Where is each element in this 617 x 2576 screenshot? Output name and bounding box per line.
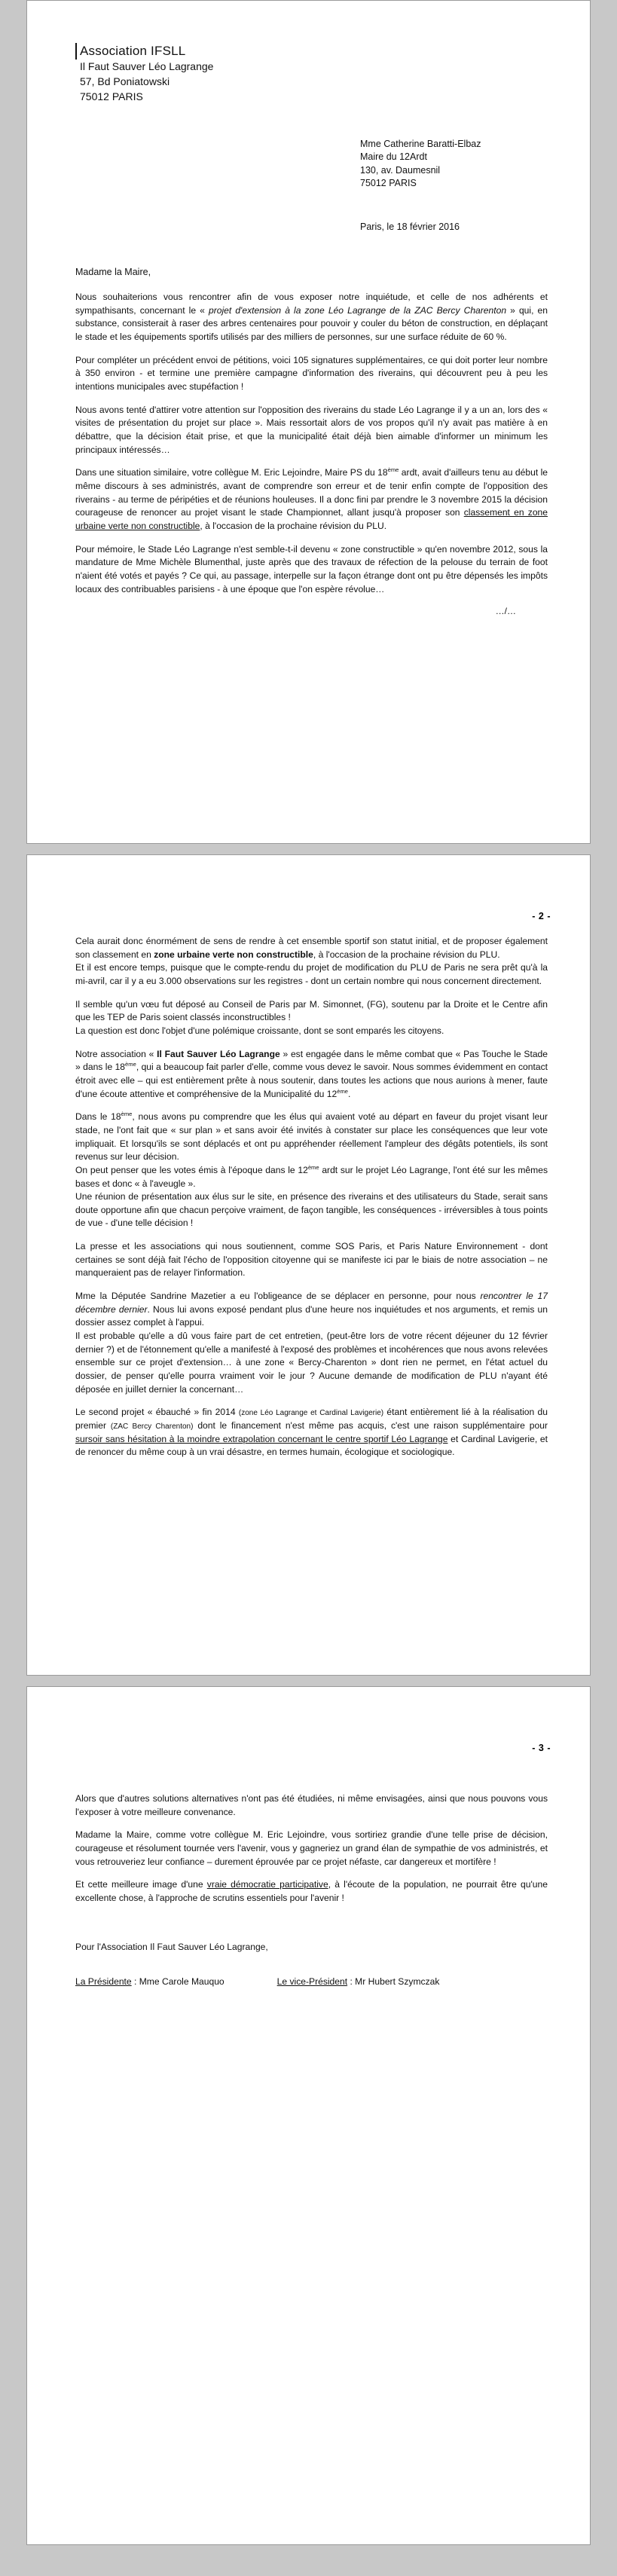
page-number-3: - 3 - (532, 1743, 551, 1753)
ordinal-superscript: ème (387, 466, 399, 474)
p2-p1-part-a: Cela aurait donc énormément de sens de rendre à cet ensemble sportif son statut initial, et de proposer également son classement en (75, 936, 548, 960)
p2-p4-part-d: ardt sur le projet Léo Lagrange, l'ont été sur les mêmes bases et donc « à l'aveugle ». (75, 1164, 548, 1189)
p2-p4-part-a: Dans le 18 (75, 1111, 121, 1123)
meeting-date-italic: rencontrer le 17 décembre dernier (75, 1291, 548, 1315)
closing-spacer (75, 1915, 548, 1941)
p2-p4-part-e: Une réunion de présentation aux élus sur le site, en présence des riverains et des utilisateurs du Stade, serait sans doute opportune afin que chacun perçoive vraiment, de façon tangible, les conséquences - irréversibles à tous points de vue - d'une telle décision ! (75, 1191, 548, 1229)
p2-p6-part-c: Il est probable qu'elle a dû vous faire part de cet entretien, (peut-être lors de votre récent déjeuner du 12 février dernier ?) et de l'étonnement qu'elle a manifesté à l'exposé des problèmes et incohérences que nous avons relevées ensemble sur ce projet d'extension… à une zone « Bercy-Charenton » dont rien ne permet, en l'état actuel du dossier, de penser qu'elle pourra vraiment voir le jour ? Aucune demande de modification de PLU n'ayant été déposée en juillet dernier la concernant… (75, 1331, 548, 1395)
ordinal-superscript-12eme-b: ème (307, 1163, 319, 1171)
president-name: : Mme Carole Mauquo (131, 1976, 225, 1988)
signature-president (75, 1976, 225, 1987)
page-3-body (75, 1767, 548, 1954)
paragraph-3: Nous avons tenté d'attirer votre attention sur l'opposition des riverains du stade Léo Lagrange il y a un an, lors des « visites de présentation du projet sur place ». Mais ressortait alors de vos propos qu'il n'y avait pas matière à en débattre, que la décision était prise, et que la municipalité était déjà bien aimable d'informer un minimum les principaux intéressés… (75, 404, 548, 455)
p2-p7-part-a: Le second projet « ébauché » fin 2014 (75, 1407, 239, 1418)
signature-block (75, 1976, 539, 1987)
p2-paragraph-1 (75, 935, 548, 989)
signature-vice-president (277, 1976, 440, 1987)
p2-p3-part-c: , qui a beaucoup fait parler d'elle, comme vous devez le savoir. Nous sommes évidemment en contact étroit avec elle – qui est entièrement prête à nous soutenir, dans toutes les actions que nous aurions à mener, faute d'une écoute attentive et compréhensive de la Municipalité du 12 (75, 1062, 548, 1099)
paragraph-1-part-b: » qui, en substance, consisterait à raser des arbres centenaires pour pouvoir y couler du béton de construction, en déplaçant le stade et les équipements sportifs utilisés par des milliers de personnes, sur une surface réduite de 60 %. (75, 304, 548, 343)
vice-president-name: : Mr Hubert Szymczak (347, 1976, 440, 1988)
p2-paragraph-3 (75, 1048, 548, 1102)
recipient-street: 130, av. Daumesnil (360, 164, 441, 176)
recipient-name: Mme Catherine Baratti-Elbaz (360, 139, 481, 150)
p2-paragraph-4 (75, 1111, 548, 1230)
sender-line-1: Il Faut Sauver Léo Lagrange (80, 60, 214, 73)
p3-paragraph-3 (75, 1878, 548, 1905)
p3-paragraph-2: Madame la Maire, comme votre collègue M. Eric Lejoindre, vous sortiriez grandie d'une telle prise de décision, courageuse et résolument tournée vers l'avenir, vous y gagneriez un grand élan de sympathie de vos administrés, et vous retrouveriez leur confiance – durement éprouvée par ce projet néfaste, car dangereux et mortifère ! (75, 1829, 548, 1867)
page-number-2: - 2 - (532, 911, 551, 921)
sender-address-block (75, 43, 561, 105)
p2-paragraph-6 (75, 1290, 548, 1396)
underlined-democracy-phrase: vraie démocratie participative (206, 1879, 328, 1890)
underlined-demand-phrase: sursoir sans hésitation à la moindre extrapolation concernant le centre sportif Léo Lagrange (75, 1433, 448, 1444)
p2-p7-part-d: et Cardinal Lavigerie, et de renoncer du même coup à un vrai désastre, en termes humain, écologique et sociologique. (75, 1433, 548, 1458)
paragraph-4 (75, 466, 548, 533)
association-name-bold: Il Faut Sauver Léo Lagrange (157, 1048, 280, 1059)
p2-p2-part-a: Il semble qu'un vœu fut déposé au Conseil de Paris par M. Simonnet, (FG), soutenu par la Droite et le Centre afin que les TEP de Paris soient classés inconstructibles ! (75, 998, 548, 1023)
continuation-marker: …/… (495, 606, 516, 617)
p2-paragraph-2 (75, 998, 548, 1038)
recipient-address-block (360, 138, 561, 190)
zone-note-small-2: (ZAC Bercy Charenton) (110, 1422, 194, 1431)
paragraph-5: Pour mémoire, le Stade Léo Lagrange n'est semble-t-il devenu « zone constructible » qu'en novembre 2012, sous la mandature de Mme Michèle Blumenthal, juste après que des travaux de réfection de la pelouse du terrain de foot n'aient été votés et payés ? Ce qui, au passage, interpelle sur la façon étrange dont ont pu être dépensés les impôts locaux des contribuables parisiens - à une époque que l'on espère révolue… (75, 543, 548, 594)
underlined-zoning-phrase: classement en zone urbaine verte non constructible (75, 507, 548, 531)
sender-line-3: 75012 PARIS (80, 90, 143, 103)
ordinal-superscript-18eme: ème (125, 1061, 136, 1068)
page-3 (26, 1686, 591, 2545)
p2-p6-part-a: Mme la Députée Sandrine Mazetier a eu l'obligeance de se déplacer en personne, pour nous (75, 1291, 481, 1302)
ordinal-superscript-18eme-b: ème (121, 1111, 133, 1118)
project-title-italic: projet d'extension à la zone Léo Lagrange de la ZAC Bercy Charenton (208, 304, 507, 316)
p2-p1-part-c: Et il est encore temps, puisque que le compte-rendu du projet de modification du PLU de Paris ne sera prêt qu'à la mi-avril, car il y a eu 3.000 observations sur les registres - dont un certain nombre qui nous concernent directement. (75, 962, 548, 986)
paragraph-4-part-c: , à l'occasion de la prochaine révision du PLU. (200, 520, 387, 531)
p3-paragraph-1: Alors que d'autres solutions alternatives n'ont pas été étudiées, ni même envisagées, ainsi que nous pouvons vous l'exposer à votre meilleure convenance. (75, 1793, 548, 1817)
paragraph-4-part-a: Dans une situation similaire, votre collègue M. Eric Lejoindre, Maire PS du 18 (75, 467, 388, 478)
p2-paragraph-5: La presse et les associations qui nous soutiennent, comme SOS Paris, et Paris Nature Environnement - dont certaines se sont déjà fait l'écho de l'opposition citoyenne qui se manifeste ici par le biais de notre association – ne manqueraient pas de relayer l'information. (75, 1241, 548, 1279)
paragraph-4-part-b: ardt, avait d'ailleurs tenu au début le même discours à ses administrés, avant de comprendre son erreur et de tenir enfin compte de l'opposition des riverains - au terme de péripéties et de réunions houleuses. Il a donc fini par prendre le 3 novembre 2015 la décision courageuse de renoncer au projet visant le stade Championnet, allant jusqu'à proposer son (75, 467, 548, 518)
p2-p4-part-c: On peut penser que les votes émis à l'époque dans le 12 (75, 1164, 308, 1175)
p2-p7-part-c: dont le financement n'est même pas acquis, c'est une raison supplémentaire pour (193, 1420, 548, 1431)
sender-organization: Association IFSLL (75, 43, 185, 60)
bold-zoning-phrase: zone urbaine verte non constructible (154, 949, 313, 960)
sender-line-2: 57, Bd Poniatowski (80, 75, 170, 88)
p2-p1-part-b: , à l'occasion de la prochaine révision du PLU. (313, 949, 500, 960)
p3-p3-part-b: , à l'écoute de la population, ne pourrait être qu'une excellente chose, à l'approche de scrutins essentiels pour l'avenir ! (75, 1879, 548, 1903)
p2-p2-part-b: La question est donc l'objet d'une polémique croissante, dont se sont emparés les citoyens. (75, 1025, 444, 1036)
date-line: Paris, le 18 février 2016 (360, 222, 460, 233)
p2-p3-part-d: . (348, 1088, 351, 1099)
p2-p6-part-b: . Nous lui avons exposé pendant plus d'une heure nos inquiétudes et nos arguments, et remis un dossier assez complet à l'appui. (75, 1303, 548, 1328)
p2-p3-part-a: Notre association « (75, 1048, 157, 1059)
page-2 (26, 854, 591, 1676)
ordinal-superscript-12eme: ème (337, 1087, 348, 1095)
zone-note-small-1: (zone Léo Lagrange et Cardinal Lavigerie) (238, 1409, 384, 1418)
closing-line: Pour l'Association Il Faut Sauver Léo Lagrange, (75, 1941, 268, 1952)
p2-p7-part-b: étant entièrement lié à la réalisation du premier (75, 1407, 548, 1431)
p2-paragraph-7 (75, 1406, 548, 1459)
paragraph-1-part-a: Nous souhaiterions vous rencontrer afin de vous exposer notre inquiétude, et celle de nos adhérents et sympathisants, concernant le « (75, 292, 548, 316)
p3-p3-part-a: Et cette meilleure image d'une (75, 1879, 207, 1890)
president-title: La Présidente (75, 1976, 132, 1988)
page-1-body (75, 291, 548, 596)
salutation: Madame la Maire, (75, 267, 151, 278)
paragraph-2: Pour compléter un précédent envoi de pétitions, voici 105 signatures supplémentaires, ce qui doit porter leur nombre à 350 environ - et termine une première campagne d'information des riverains, qui découvrent peu à peu les intentions municipales avec stupéfaction ! (75, 354, 548, 392)
page-1 (26, 0, 591, 844)
paragraph-1 (75, 291, 548, 344)
p2-p4-part-b: , nous avons pu comprendre que les élus qui avaient voté au départ en faveur du projet visant leur stade, ne l'ont fait que « sur plan » et sans avoir été invités à constater sur place les conséquences que leur vote impliquait. Et lorsqu'ils se sont déplacés et ont pu appréhender réellement l'ampleur des dégâts potentiels, ils sont revenus sur leur décision. (75, 1111, 548, 1163)
recipient-city: 75012 PARIS (360, 177, 417, 188)
vice-president-title: Le vice-Président (276, 1976, 348, 1988)
top-spacer (75, 1767, 548, 1792)
p2-p3-part-b: » est engagée dans le même combat que « Pas Touche le Stade » dans le 18 (75, 1048, 548, 1073)
recipient-role: Maire du 12Ardt (360, 151, 427, 163)
page-2-body (75, 935, 548, 1459)
